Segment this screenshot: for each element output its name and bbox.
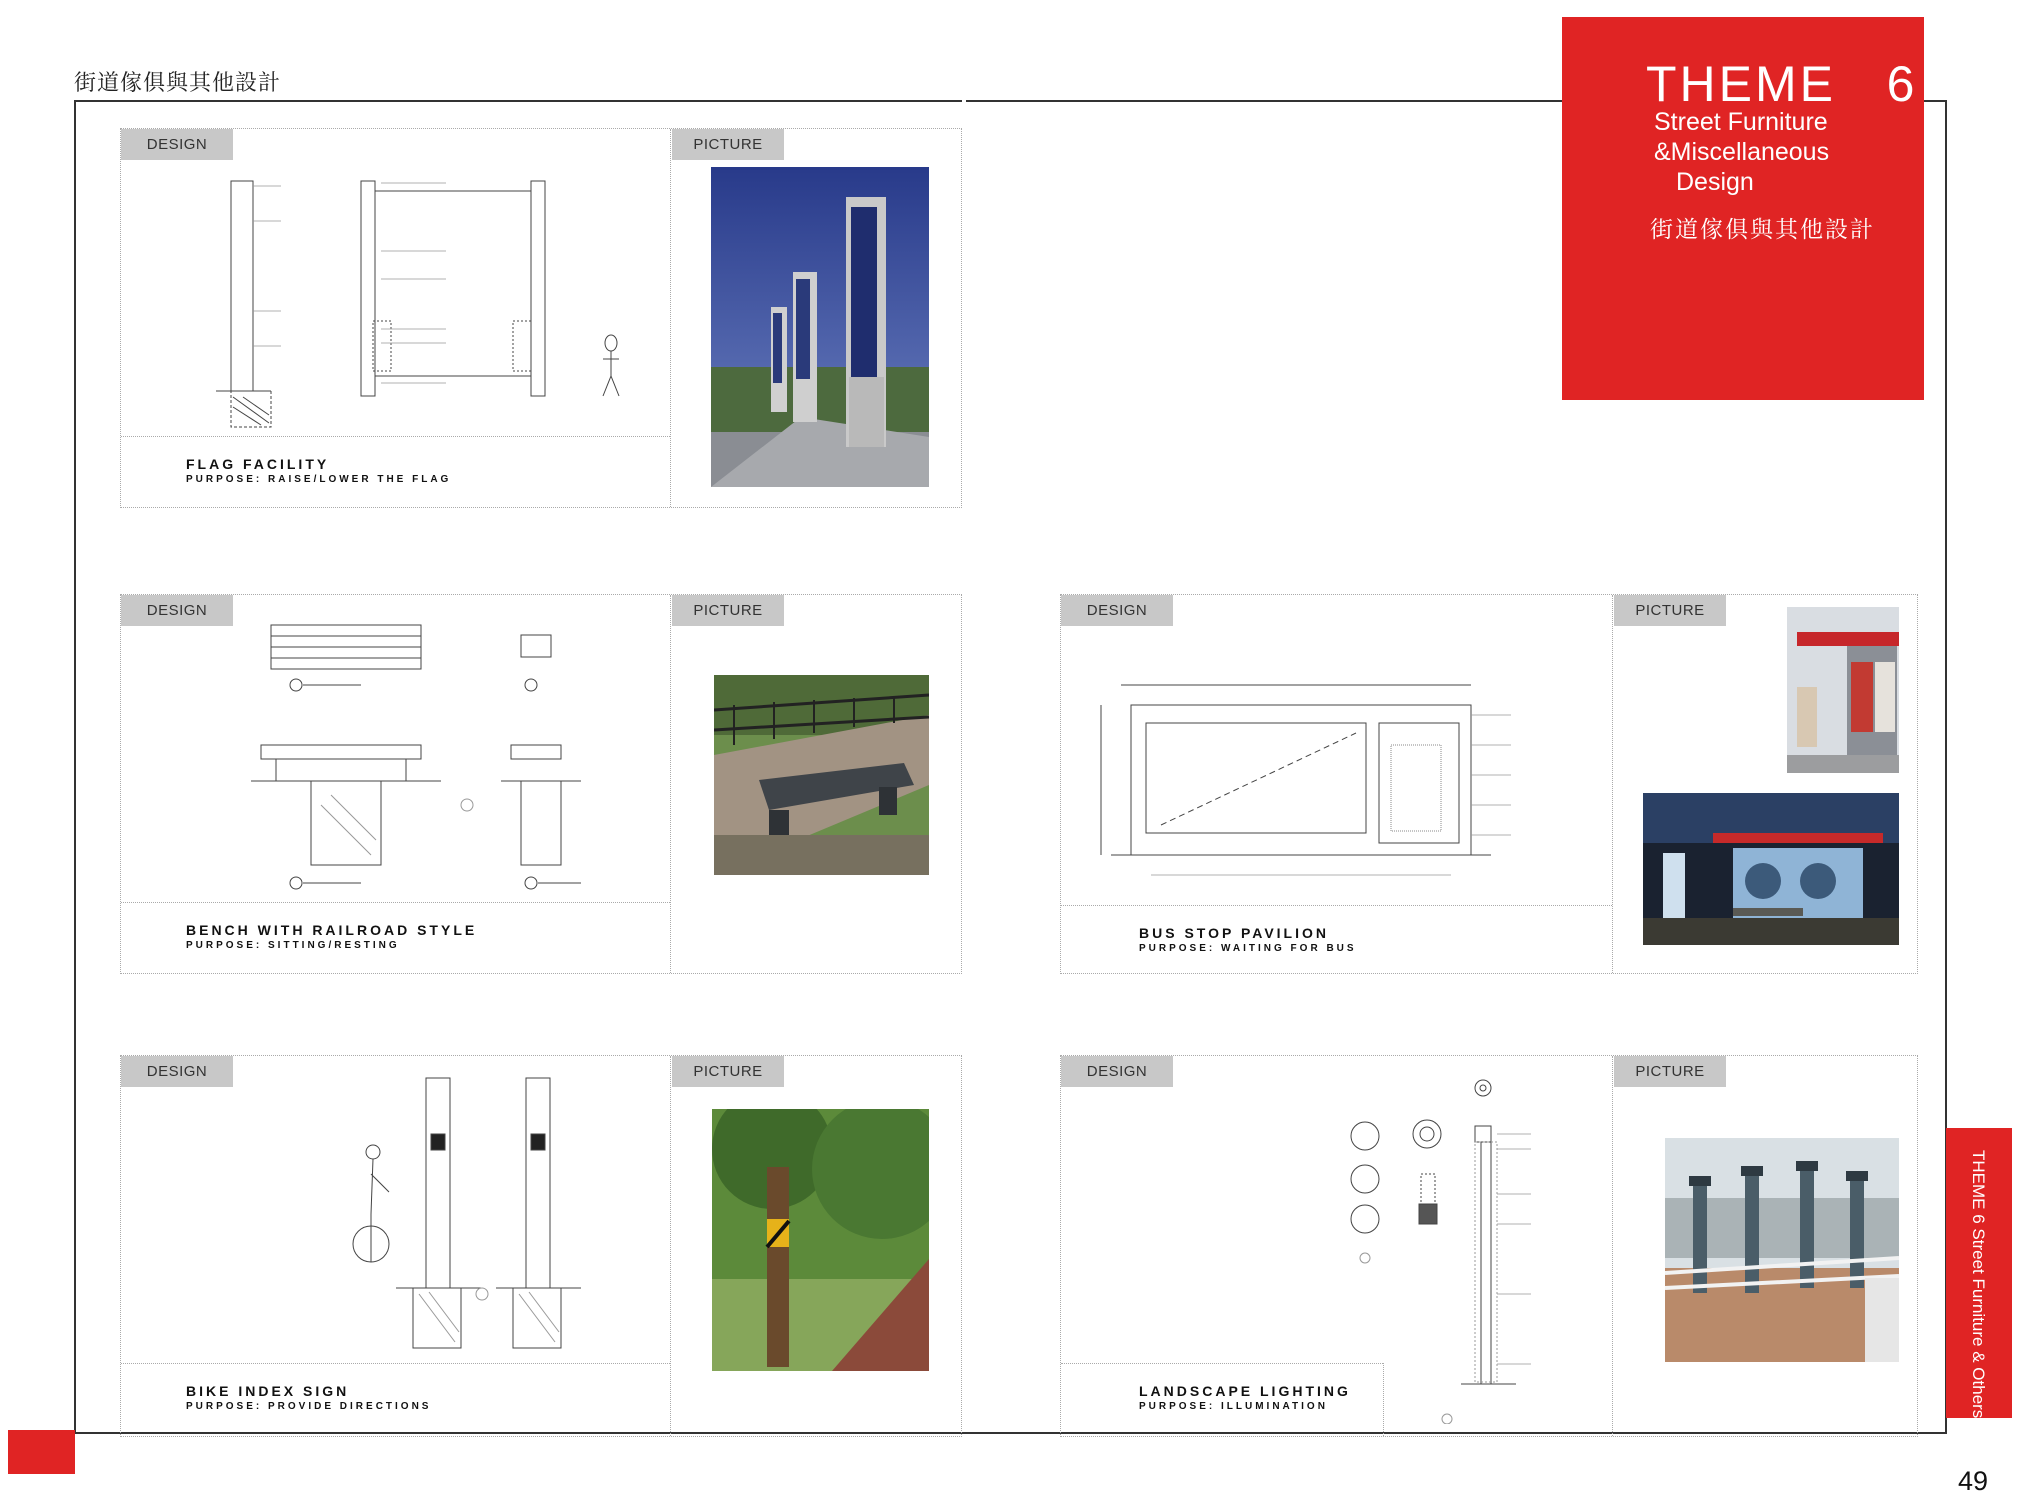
panel-purpose: PURPOSE: ILLUMINATION [1139,1401,1328,1412]
caption-divider [1061,905,1612,906]
side-tab-label: THEME 6 Street Furniture & Others [1969,1150,1988,1419]
flag-photo [711,167,929,487]
picture-tag: PICTURE [1614,595,1726,626]
page-number: 49 [1958,1466,1989,1496]
picture-tag: PICTURE [1614,1056,1726,1087]
corner-accent-block [8,1430,75,1474]
panel-bus-stop [1060,594,1918,974]
panel-purpose: PURPOSE: RAISE/LOWER THE FLAG [186,474,452,485]
panel-divider [670,595,671,973]
design-tag: DESIGN [1061,1056,1173,1087]
panel-purpose: PURPOSE: PROVIDE DIRECTIONS [186,1401,432,1412]
caption-divider [121,1363,670,1364]
panel-title: FLAG FACILITY [186,456,330,472]
panel-landscape-lighting [1060,1055,1918,1437]
picture-tag: PICTURE [672,1056,784,1087]
panel-divider [1612,1056,1613,1436]
picture-tag: PICTURE [672,129,784,160]
panel-flag-facility [120,128,962,508]
theme-en-line-3: Design [1676,168,1754,196]
picture-tag: PICTURE [672,595,784,626]
panel-title: LANDSCAPE LIGHTING [1139,1383,1351,1399]
bench-photo [714,675,929,875]
caption-divider [121,902,670,903]
theme-en-line-1: Street Furniture [1654,108,1828,136]
frame-left [74,100,76,1434]
theme-box [1562,17,1924,400]
header-rule-left [74,100,962,102]
bus-stop-photo-day [1787,607,1899,773]
panel-title: BIKE INDEX SIGN [186,1383,350,1399]
theme-en-line-2: &Miscellaneous [1654,138,1830,166]
theme-chinese-title: 街道傢俱與其他設計 [1650,217,1875,243]
bike-sign-photo [712,1109,929,1371]
header-rule-tail [1924,100,1946,102]
panel-purpose: PURPOSE: SITTING/RESTING [186,940,400,951]
panel-divider [1612,595,1613,973]
bike-sign-drawing [341,1064,671,1360]
bus-stop-photo-night [1643,793,1899,945]
design-tag: DESIGN [1061,595,1173,626]
flag-drawing [191,161,661,431]
panel-bench [120,594,962,974]
caption-divider [121,436,670,437]
page-title: 街道傢俱與其他設計 [74,71,282,96]
panel-title: BENCH WITH RAILROAD STYLE [186,922,478,938]
panel-purpose: PURPOSE: WAITING FOR BUS [1139,943,1357,954]
panel-bike-sign [120,1055,962,1437]
bus-stop-drawing [1091,655,1611,895]
design-tag: DESIGN [121,129,233,160]
design-tag: DESIGN [121,595,233,626]
lighting-photo [1665,1138,1899,1362]
panel-divider [670,129,671,507]
header-rule-right [966,100,1562,102]
lighting-drawing [1331,1064,1601,1424]
bench-drawing [241,605,661,895]
theme-number: THEME 6 [1646,56,1918,112]
panel-title: BUS STOP PAVILION [1139,925,1329,941]
design-tag: DESIGN [121,1056,233,1087]
theme-english-title [1654,107,1829,197]
